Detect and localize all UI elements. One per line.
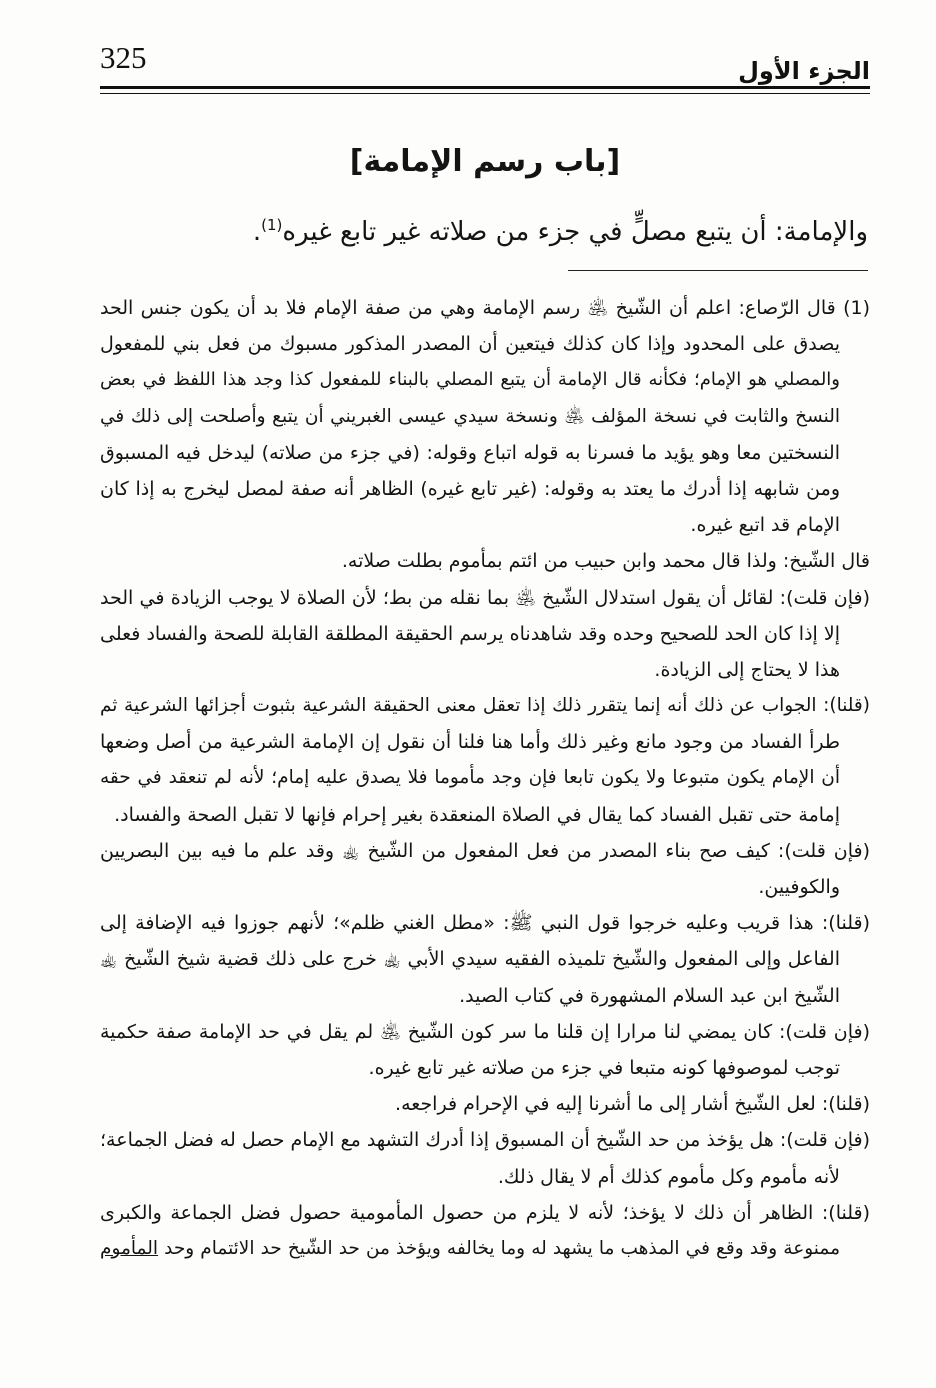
footnote-line: (قلنا): لعل الشّيخ أشار إلى ما أشرنا إليه في الإحرام فراجعه. xyxy=(395,1093,870,1116)
footnote-line: (1) قال الرّصاع: اعلم أن الشّيخ ﵁ رسم الإمامة وهي من صفة الإمام فلا بد أن يكون جنس الحد xyxy=(100,297,870,319)
footnote-line: ومن شابهه إذا أدرك ما يعتد به وقوله: (غير تابع غيره) الظاهر أنه صفة لمصل ليخرج به إذا كان xyxy=(100,477,840,500)
footnote-line: النسخ والثابت في نسخة المؤلف ﵁ ونسخة سيدي عيسى الغبريني أن يتبع وأصلحت إلى ذلك في xyxy=(100,405,840,427)
footnote-line: الفاعل وإلى المفعول والشّيخ تلميذه الفقيه سيدي الأبي ﵀ خرج على ذلك قضية شيخ الشّيخ ﵀ xyxy=(100,948,840,971)
footnote-line: الإمام قد اتبع غيره. xyxy=(690,514,840,537)
footnote-line: (فإن قلت): كان يمضي لنا مرارا إن قلنا ما سر كون الشّيخ ﵁ لم يقل في حد الإمامة صفة حكمية xyxy=(100,1020,870,1043)
footnote-line: والمصلي هو الإمام؛ فكأنه قال الإمامة أن يتبع المصلي بالبناء للمفعول كذا وجد هذا اللفظ في بعض xyxy=(100,369,840,391)
footnote-line: هذا لا يحتاج إلى الزيادة. xyxy=(654,658,840,681)
catchword: المأموم xyxy=(100,1237,159,1259)
footnote-line: إمامة حتى تقبل الفساد كما يقال في الصلاة المنعقدة بغير إحرام فإنها لا تقبل الصحة والفساد. xyxy=(114,803,840,826)
footnote-line: لأنه مأموم وكل مأموم كذلك أم لا يقال ذلك. xyxy=(497,1165,840,1188)
header-rule-thin xyxy=(100,93,870,94)
footnote-line-text: ممنوعة وقد وقع في المذهب ما يشهد له وما يخالفه ويؤخذ من حد الشّيخ حد الائتمام وحد xyxy=(158,1237,840,1259)
footnote-line: (فإن قلت): كيف صح بناء المصدر من فعل المفعول من الشّيخ ﵀ وقد علم ما فيه بين البصريين xyxy=(100,839,870,862)
footnote-line: الشّيخ ابن عبد السلام المشهورة في كتاب الصيد. xyxy=(459,984,840,1007)
footnote-separator xyxy=(568,270,868,271)
footnote-line: (فإن قلت): لقائل أن يقول استدلال الشّيخ ﵁ بما نقله من بط؛ لأن الصلاة لا يوجب الزيادة في الحد xyxy=(100,586,870,609)
footnote-line: (قلنا): الجواب عن ذلك أنه إنما يتقرر ذلك إذا تعقل معنى الحقيقة الشرعية بثبوت أجزائها الشرعية ثم xyxy=(100,695,870,717)
footnote xyxy=(100,290,870,1267)
footnote-line: طرأ الفساد من وجود مانع وغير ذلك وأما هنا فلنا أن نقول إن الإمامة الشرعية من أصل وضعها xyxy=(100,731,840,754)
footnote-line: (فإن قلت): هل يؤخذ من حد الشّيخ أن المسبوق إذا أدرك التشهد مع الإمام حصل له فضل الجماعة؛ xyxy=(100,1129,870,1152)
footnote-line: والكوفيين. xyxy=(758,876,840,898)
definition-text: والإمامة: أن يتبع مصلٍّ في جزء من صلاته غير تابع غيره xyxy=(282,217,868,247)
footnote-line: أن الإمام يكون متبوعا ولا يكون تابعا فإن وجد مأموما فلا يصدق عليه إمام؛ لأنه لم تنعقد في حقه xyxy=(100,767,840,789)
chapter-title: [باب رسم الإمامة] xyxy=(349,144,621,179)
footnote-line-last xyxy=(100,1231,870,1267)
running-title: الجزء الأول xyxy=(738,57,870,85)
header-rule-thick xyxy=(100,86,870,89)
definition-end: . xyxy=(252,217,262,247)
footnote-line: النسختين معا وهو يؤيد ما فسرنا به قوله اتباع وقوله: (في جزء من صلاته) ليدخل فيه المسبوق xyxy=(100,441,840,464)
footnote-line: (قلنا): هذا قريب وعليه خرجوا قول النبي ﷺ: «مطل الغني ظلم»؛ لأنهم جوزوا فيه الإضافة إلى xyxy=(100,912,870,935)
footnote-line: توجب لموصوفها كونه متبعا في جزء من صلاته غير تابع غيره. xyxy=(368,1056,840,1079)
footnote-line: إلا إذا كان الحد للصحيح وحده وقد شاهدناه يرسم الحقيقة المطلقة القابلة للصحة والفساد فعلى xyxy=(100,622,840,645)
definition-line xyxy=(100,212,868,252)
footnote-reference: (1) xyxy=(261,216,283,234)
footnote-line: قال الشّيخ: ولذا قال محمد وابن حبيب من ائتم بمأموم بطلت صلاته. xyxy=(341,550,870,573)
footnote-line: يصدق على المحدود وإذا كان كذلك فيتعين أن المصدر المذكور مسبوك من فعل بني للمفعول xyxy=(100,333,840,356)
footnote-line: (قلنا): الظاهر أن ذلك لا يؤخذ؛ لأنه لا يلزم من حصول المأمومية حصول فضل الجماعة والكبرى xyxy=(100,1201,870,1224)
page-number: 325 xyxy=(100,40,147,75)
